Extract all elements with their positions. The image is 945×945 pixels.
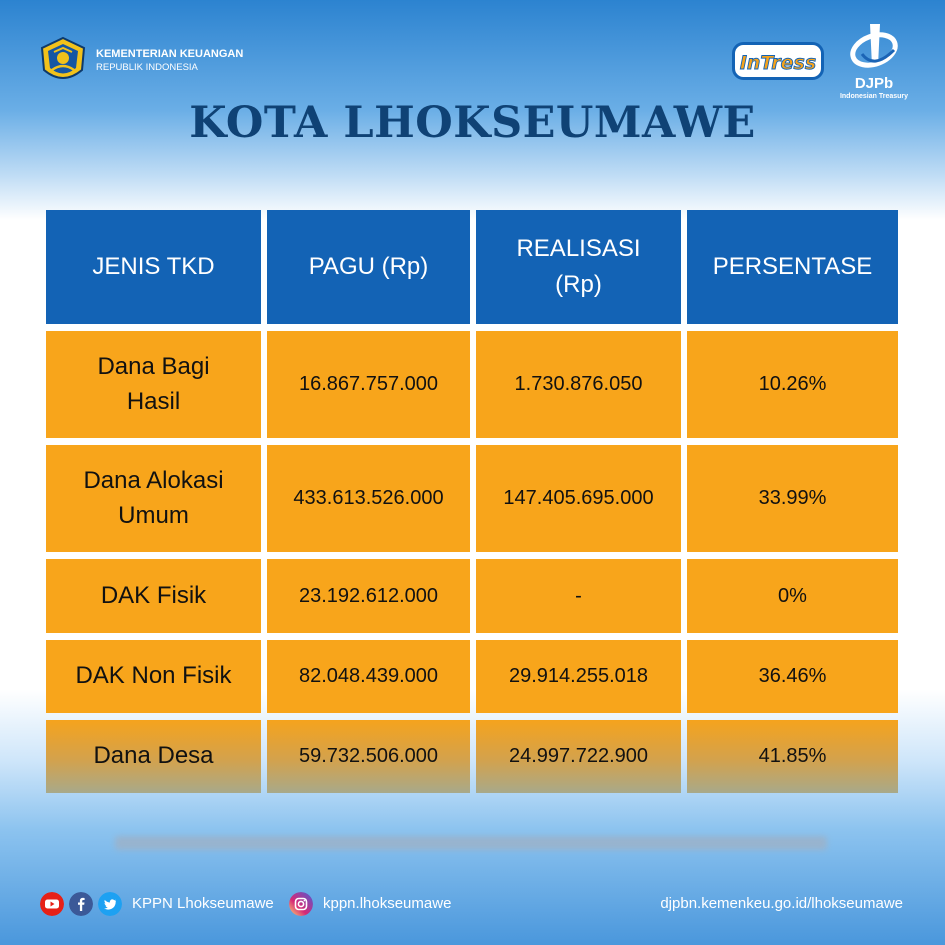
djpb-subtitle: Indonesian Treasury bbox=[839, 93, 909, 100]
instagram-handle[interactable]: kppn.lhokseumawe bbox=[323, 895, 452, 912]
table-row bbox=[46, 445, 898, 552]
cell-pagu: 433.613.526.000 bbox=[267, 445, 470, 552]
cell-pagu: 23.192.612.000 bbox=[267, 559, 470, 633]
cell-persentase: 0% bbox=[687, 559, 898, 633]
cell-persentase: 41.85% bbox=[687, 720, 898, 793]
table-row bbox=[46, 331, 898, 438]
table-row bbox=[46, 640, 898, 713]
youtube-icon[interactable] bbox=[40, 892, 64, 916]
footer bbox=[40, 890, 905, 918]
cell-persentase: 36.46% bbox=[687, 640, 898, 713]
cell-jenis: DAK Non Fisik bbox=[46, 640, 261, 713]
page-title: KOTA LHOKSEUMAWE bbox=[189, 98, 756, 148]
ministry-logo bbox=[38, 36, 243, 86]
website-link[interactable]: djpbn.kemenkeu.go.id/lhokseumawe bbox=[660, 895, 903, 912]
cell-realisasi: 1.730.876.050 bbox=[476, 331, 681, 438]
twitter-icon[interactable] bbox=[98, 892, 122, 916]
ministry-line2: REPUBLIK INDONESIA bbox=[96, 61, 198, 73]
cell-realisasi: 147.405.695.000 bbox=[476, 445, 681, 552]
table-header-row bbox=[46, 210, 898, 324]
facebook-icon[interactable] bbox=[69, 892, 93, 916]
djpb-name: DJPb bbox=[854, 75, 894, 92]
tkd-table bbox=[46, 210, 898, 793]
header-pagu: PAGU (Rp) bbox=[267, 210, 470, 324]
table-row bbox=[46, 720, 898, 793]
table-row bbox=[46, 559, 898, 633]
header-realisasi: REALISASI (Rp) bbox=[476, 210, 681, 324]
instagram-icon[interactable] bbox=[289, 892, 313, 916]
cell-jenis: DAK Fisik bbox=[46, 559, 261, 633]
social-handle[interactable]: KPPN Lhokseumawe bbox=[132, 895, 274, 912]
ministry-line1: KEMENTERIAN KEUANGAN bbox=[96, 48, 244, 61]
svg-text:InTress: InTress bbox=[739, 52, 817, 74]
header-persentase: PERSENTASE bbox=[687, 210, 898, 324]
djpb-emblem-icon bbox=[834, 20, 914, 76]
cell-jenis: Dana Bagi Hasil bbox=[46, 331, 261, 438]
cell-jenis: Dana Desa bbox=[46, 720, 261, 793]
djpb-logo bbox=[834, 20, 914, 102]
cell-realisasi: - bbox=[476, 559, 681, 633]
cell-pagu: 16.867.757.000 bbox=[267, 331, 470, 438]
cell-pagu: 59.732.506.000 bbox=[267, 720, 470, 793]
header-jenis-tkd: JENIS TKD bbox=[46, 210, 261, 324]
intress-logo bbox=[732, 42, 824, 80]
cell-pagu: 82.048.439.000 bbox=[267, 640, 470, 713]
cell-realisasi: 29.914.255.018 bbox=[476, 640, 681, 713]
ministry-name bbox=[96, 48, 243, 74]
cell-jenis: Dana Alokasi Umum bbox=[46, 445, 261, 552]
cell-persentase: 10.26% bbox=[687, 331, 898, 438]
decorative-blur-bar bbox=[115, 836, 827, 850]
kemenkeu-emblem-icon bbox=[38, 36, 88, 86]
cell-realisasi: 24.997.722.900 bbox=[476, 720, 681, 793]
cell-persentase: 33.99% bbox=[687, 445, 898, 552]
